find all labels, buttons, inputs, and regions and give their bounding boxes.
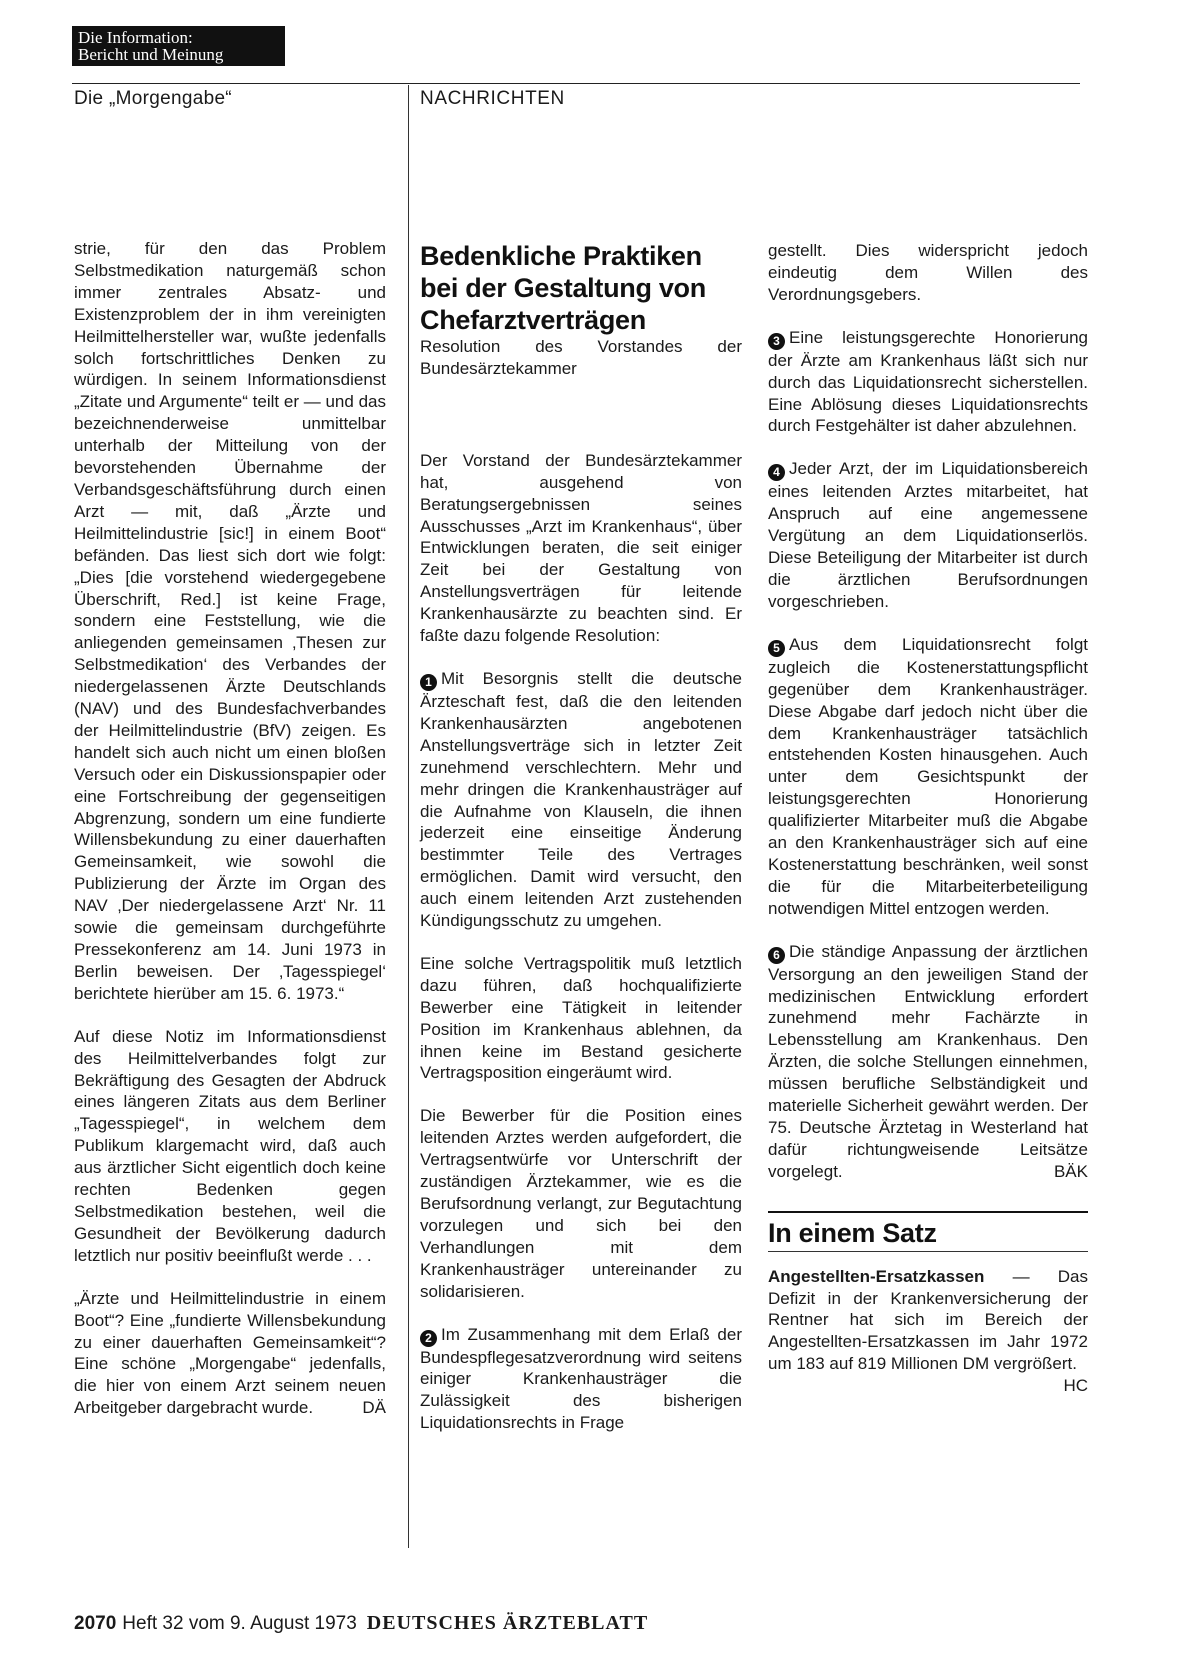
article-intro: Der Vorstand der Bundesärztekammer hat, ausgehend von Beratungsergebnissen seines Ausschusses „Arzt im Krankenhaus“, über Entwicklungen beraten, die seit einiger Zeit bei der Gestaltung von Anstellungsverträgen für leitende Krankenhausärzte zu beachten sind. Er faßte dazu folgende Resolution: [420,450,742,646]
col1-paragraph-2: Auf diese Notiz im Informationsdienst des Heilmittelverbandes folgt zur Bekräftigung des Gesagten der Abdruck eines längeren Zitats aus dem Berliner „Tagesspiegel“, in welchem dem Publikum klargemacht wird, daß auch aus ärztlicher Sicht eigentlich doch keine rechten Bedenken gegen Selbstmedikation bestehen, weil die Gesundheit der Bevölkerung dadurch letztlich nur positiv beeinflußt werde . . . [74,1026,386,1265]
continued-text: gestellt. Dies widerspricht jedoch eindeutig dem Willen des Verordnungsgebers. [768,241,1088,304]
number-4-icon: 4 [768,464,785,481]
column-3 [768,240,1088,1397]
resolution-point-1b: Eine solche Vertragspolitik muß letztlich dazu führen, daß hochqualifizierte Bewerber eine Tätigkeit in leitender Position im Krankenhaus ablehnen, da ihnen keine im Bestand gesicherte Vertragsposition eingeräumt wird. [420,953,742,1083]
resolution-point-2 [420,1324,742,1435]
box-item [768,1266,1088,1396]
section-title-left: Die „Morgengabe“ [74,88,232,109]
resolution-point-2-text: Im Zusammenhang mit dem Erlaß der Bundespflegesatzverordnung wird seitens einiger Krankenhausträger die Zulässigkeit des bisherigen Liquidationsrechts in Frage [420,1324,742,1433]
resolution-point-1-text: Mit Besorgnis stellt die deutsche Ärzteschaft fest, daß die den leitenden Krankenhausärzten angebotenen Anstellungsverträge sich in letzter Zeit zunehmend verschlechtern. Mehr und mehr dringen die Krankenhausträger auf die Aufnahme von Klauseln, die ihnen jederzeit eine einseitige Änderung bestimmter Teile des Vertrages ermöglichen. Damit wird versucht, den auch einem leitenden Arzt zustehenden Kündigungsschutz zu umgehen. [420,668,742,931]
box-title: In einem Satz [768,1217,937,1248]
resolution-point-6-text: Die ständige Anpassung der ärztlichen Versorgung an den jeweiligen Stand der medizinischen Entwicklung erfordert zunehmend mehr Fachärzte in Lebensstellung am Krankenhaus. Den Ärzten, die solche Stellungen einnehmen, müssen berufliche Selbständigkeit und materielle Sicherheit gewährt werden. Der 75. Deutsche Ärztetag in Westerland hat dafür richtungweisende Leitsätze vorgelegt. [768,941,1088,1181]
box-signature: HC [1063,1376,1088,1396]
article-body [420,450,742,1434]
journal-name: DEUTSCHES ÄRZTEBLATT [366,1612,649,1634]
box-top-rule [768,1211,1088,1213]
column-2 [420,240,742,1434]
top-rule [72,83,1080,84]
rubric-line-1: Die Information: [78,28,193,47]
box-item-text: — Das Defizit in der Krankenversicherung der Rentner hat sich im Bereich der Angestellten-Ersatzkassen im Jahr 1972 um 183 auf 819 Millionen DM vergrößert. [768,1266,1088,1374]
column-divider [408,85,409,1548]
col1-paragraph-3-text: „Ärzte und Heilmittelindustrie in einem Boot“? Eine „fundierte Willensbekundung zu einer dauerhaften Gemeinsamkeit“? Eine schöne „Morgengabe“ jedenfalls, die hier von einem Arzt seinem neuen Arbeitgeber dargebracht wurde. [74,1288,386,1418]
resolution-point-1 [420,668,742,932]
rubric-line-2: Bericht und Meinung [78,45,224,64]
col1-signature: DÄ [362,1398,386,1418]
number-3-icon: 3 [768,333,785,350]
resolution-point-6 [768,941,1088,1183]
rubric-label [72,26,285,66]
number-5-icon: 5 [768,640,785,657]
number-2-icon: 2 [420,1330,437,1347]
box-title-rule [768,1251,1088,1252]
issue-info: Heft 32 vom 9. August 1973 [122,1613,357,1634]
bak-signature: BÄK [1053,1161,1088,1181]
resolution-point-1c: Die Bewerber für die Position eines leitenden Arztes werden aufgefordert, die Vertragsentwürfe vor Unterschrift der zuständigen Ärztekammer, wie es die Berufsordnung verlangt, zur Begutachtung vorzulegen und sich bei den Verhandlungen mit dem Krankenhausträger untereinander zu solidarisieren. [420,1106,742,1301]
resolution-point-5 [768,634,1088,920]
page-number: 2070 [74,1613,117,1634]
number-1-icon: 1 [420,674,437,691]
resolution-point-5-text: Aus dem Liquidationsrecht folgt zugleich die Kostenerstattungspflicht gegenüber dem Krankenhausträger. Diese Abgabe darf jedoch nicht über die dem Krankenhausträger tatsächlich entstehenden Kosten hinausgehen. Auch unter dem Gesichtspunkt der leistungsgerechten Honorierung qualifizierter Mitarbeiter muß die Abgabe an den Krankenhausträger sich auf eine Kostenerstattung beschränken, weil sonst die für die Mitarbeiterbeteiligung notwendigen Mittel entzogen werden. [768,634,1088,918]
resolution-point-4 [768,458,1088,612]
number-6-icon: 6 [768,947,785,964]
col1-paragraph-1: strie, für den das Problem Selbstmedikation naturgemäß schon immer zentrales Absatz- und Existenzproblem der in ihm vereinigten Heilmittelhersteller war, wußte jedenfalls solch fortschrittliches Denken zu würdigen. In seinem Informationsdienst „Zitate und Argumente“ teilt er — und das bezeichnenderweise unmittelbar unterhalb der Mitteilung von der bevorstehenden Übernahme der Verbandsgeschäftsführung durch einen Arzt — mit, daß „Ärzte und Heilmittelindustrie [sic!] in einem Boot“ befänden. Das liest sich dort wie folgt: „Dies [die vorstehend wiedergegebene Überschrift, Red.] ist keine Frage, sondern eine Feststellung, wie die anliegenden gemeinsamen ‚Thesen zur Selbstmedikation‘ des Verbandes der niedergelassenen Ärzte Deutschlands (NAV) und des Bundesfachverbandes der Heilmittelindustrie (BfV) zeigen. Es handelt sich auch nicht um einen bloßen Versuch oder ein Diskussionspapier oder eine Fortschreibung der gegenseitigen Abgrenzung, sondern um eine fundierte Willensbekundung zu einer dauerhaften Gemeinsamkeit, wie sowohl die Publizierung der Ärzte im Organ des NAV ‚Der niedergelassene Arzt‘ Nr. 11 sowie die gemeinsam durchgeführte Pressekonferenz am 14. Juni 1973 in Berlin beweisen. Der ‚Tagesspiegel‘ berichtete hierüber am 15. 6. 1973.“ [74,239,386,1003]
column-1 [74,238,386,1419]
box-item-lead: Angestellten-Ersatzkassen [768,1266,985,1286]
resolution-point-3-text: Eine leistungsgerechte Honorierung der Ärzte am Krankenhaus läßt sich nur durch das Liquidationsrecht sicherstellen. Eine Ablösung dieses Liquidationsrechts durch Festgehälter ist daher abzulehnen. [768,327,1088,436]
resolution-point-3 [768,327,1088,438]
resolution-point-4-text: Jeder Arzt, der im Liquidationsbereich eines leitenden Arztes mitarbeitet, hat Anspruch auf eine angemessene Vergütung an dem Liquidationserlös. Diese Beteiligung der Mitarbeiter ist durch die ärztlichen Berufsordnungen vorgeschrieben. [768,459,1088,611]
col1-paragraph-3 [74,1288,386,1419]
page-footer [74,1612,648,1635]
article-headline: Bedenkliche Praktiken bei der Gestaltung von Chefarztverträgen [420,241,706,335]
section-title-right: NACHRICHTEN [420,88,565,109]
article-subline: Resolution des Vorstandes der Bundesärztekammer [420,337,742,378]
